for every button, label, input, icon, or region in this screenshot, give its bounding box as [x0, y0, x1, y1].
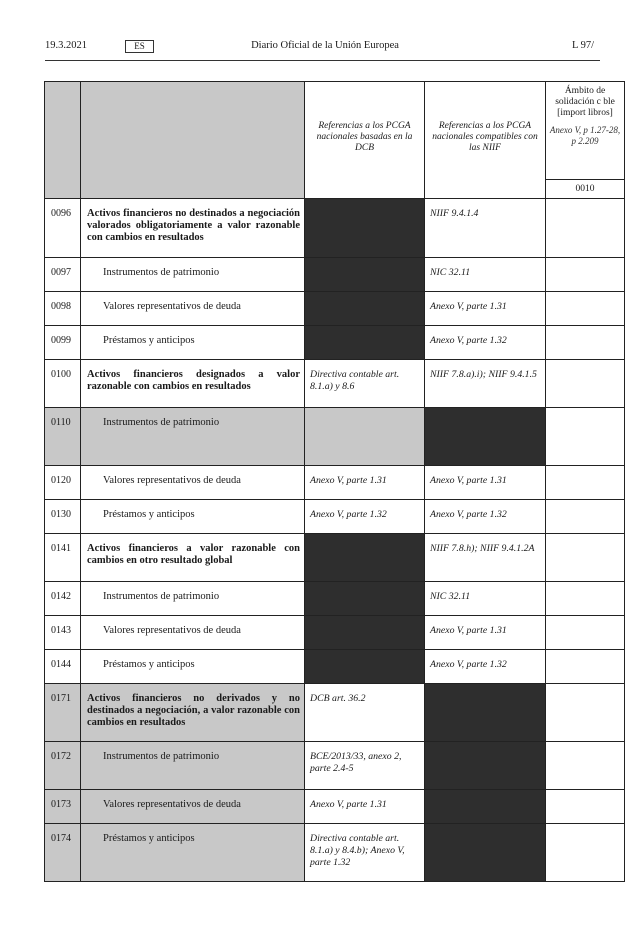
- row-code: 0097: [45, 258, 81, 292]
- header-blank: [45, 82, 81, 199]
- table-row: [45, 326, 625, 360]
- row-label: Préstamos y anticipos: [81, 824, 305, 882]
- page-header: [45, 40, 600, 54]
- header-ref-niif: Referencias a los PCGA nacionales compatibles con las NIIF: [425, 82, 546, 199]
- ref-dcb-cell: [305, 408, 425, 466]
- table-row: [45, 199, 625, 258]
- scope-value-cell: [546, 408, 625, 466]
- table-row: [45, 582, 625, 616]
- ref-dcb-cell: [305, 582, 425, 616]
- row-label: Préstamos y anticipos: [81, 650, 305, 684]
- table-row: [45, 790, 625, 824]
- scope-title: Ámbito de solidación c ble [import libros]: [555, 86, 615, 118]
- row-code: 0171: [45, 684, 81, 742]
- ref-niif-cell: [425, 824, 546, 882]
- scope-value-cell: [546, 292, 625, 326]
- row-label: Instrumentos de patrimonio: [81, 742, 305, 790]
- ref-niif-cell: [425, 790, 546, 824]
- row-label: Valores representativos de deuda: [81, 466, 305, 500]
- publication-date: 19.3.2021: [45, 40, 87, 51]
- ref-niif-cell: Anexo V, parte 1.32: [425, 500, 546, 534]
- table-row: [45, 408, 625, 466]
- row-label: Instrumentos de patrimonio: [81, 258, 305, 292]
- table-row: [45, 824, 625, 882]
- scope-value-cell: [546, 790, 625, 824]
- scope-value-cell: [546, 742, 625, 790]
- ref-niif-cell: NIIF 9.4.1.4: [425, 199, 546, 258]
- row-code: 0110: [45, 408, 81, 466]
- row-code: 0141: [45, 534, 81, 582]
- table-row: [45, 500, 625, 534]
- scope-value-cell: [546, 360, 625, 408]
- table-row: [45, 616, 625, 650]
- table-row: [45, 292, 625, 326]
- header-rule: [45, 60, 600, 61]
- row-label: Préstamos y anticipos: [81, 500, 305, 534]
- ref-niif-cell: [425, 684, 546, 742]
- scope-value-cell: [546, 199, 625, 258]
- ref-dcb-cell: [305, 199, 425, 258]
- scope-value-cell: [546, 258, 625, 292]
- scope-value-cell: [546, 466, 625, 500]
- ref-dcb-cell: [305, 292, 425, 326]
- ref-dcb-cell: Anexo V, parte 1.31: [305, 466, 425, 500]
- row-label: Préstamos y anticipos: [81, 326, 305, 360]
- scope-value-cell: [546, 582, 625, 616]
- ref-dcb-cell: Directiva contable art. 8.1.a) y 8.4.b); Anexo V, parte 1.32: [305, 824, 425, 882]
- ref-niif-cell: Anexo V, parte 1.31: [425, 616, 546, 650]
- scope-column-code: 0010: [546, 180, 625, 199]
- row-code: 0172: [45, 742, 81, 790]
- ref-niif-cell: NIC 32.11: [425, 258, 546, 292]
- row-code: 0099: [45, 326, 81, 360]
- ref-niif-cell: NIC 32.11: [425, 582, 546, 616]
- header-ref-dcb: Referencias a los PCGA nacionales basadas en la DCB: [305, 82, 425, 199]
- row-label: Activos financieros designados a valor razonable con cambios en resultados: [81, 360, 305, 408]
- page-number: L 97/: [572, 40, 595, 51]
- ref-niif-cell: Anexo V, parte 1.32: [425, 650, 546, 684]
- table-row: [45, 360, 625, 408]
- table-row: [45, 534, 625, 582]
- row-code: 0100: [45, 360, 81, 408]
- scope-value-cell: [546, 650, 625, 684]
- journal-title: Diario Oficial de la Unión Europea: [251, 40, 399, 51]
- row-label: Instrumentos de patrimonio: [81, 582, 305, 616]
- scope-value-cell: [546, 326, 625, 360]
- ref-dcb-cell: [305, 650, 425, 684]
- row-code: 0173: [45, 790, 81, 824]
- row-code: 0098: [45, 292, 81, 326]
- ref-niif-cell: Anexo V, parte 1.32: [425, 326, 546, 360]
- table-body: [45, 199, 625, 882]
- ref-niif-cell: NIIF 7.8.h); NIIF 9.4.1.2A: [425, 534, 546, 582]
- row-label: Valores representativos de deuda: [81, 292, 305, 326]
- row-label: Instrumentos de patrimonio: [81, 408, 305, 466]
- row-code: 0174: [45, 824, 81, 882]
- table-row: [45, 466, 625, 500]
- row-label: Valores representativos de deuda: [81, 616, 305, 650]
- row-code: 0130: [45, 500, 81, 534]
- scope-value-cell: [546, 684, 625, 742]
- header-scope: [546, 82, 625, 180]
- language-badge: ES: [125, 40, 154, 53]
- table-row: [45, 742, 625, 790]
- scope-value-cell: [546, 500, 625, 534]
- header-blank: [81, 82, 305, 199]
- ref-dcb-cell: [305, 534, 425, 582]
- row-label: Valores representativos de deuda: [81, 790, 305, 824]
- ref-dcb-cell: DCB art. 36.2: [305, 684, 425, 742]
- row-label: Activos financieros no destinados a negociación valorados obligatoriamente a valor razonable con cambios en resultados: [81, 199, 305, 258]
- ref-niif-cell: [425, 408, 546, 466]
- ref-dcb-cell: Anexo V, parte 1.31: [305, 790, 425, 824]
- table-row: [45, 684, 625, 742]
- ref-niif-cell: [425, 742, 546, 790]
- row-label: Activos financieros no derivados y no destinados a negociación, a valor razonable con cambios en resultados: [81, 684, 305, 742]
- row-code: 0142: [45, 582, 81, 616]
- table-row: [45, 650, 625, 684]
- row-code: 0143: [45, 616, 81, 650]
- ref-niif-cell: NIIF 7.8.a).i); NIIF 9.4.1.5: [425, 360, 546, 408]
- scope-value-cell: [546, 534, 625, 582]
- row-code: 0096: [45, 199, 81, 258]
- ref-dcb-cell: [305, 616, 425, 650]
- ref-dcb-cell: [305, 258, 425, 292]
- scope-value-cell: [546, 616, 625, 650]
- ref-dcb-cell: Anexo V, parte 1.32: [305, 500, 425, 534]
- row-code: 0120: [45, 466, 81, 500]
- scope-value-cell: [546, 824, 625, 882]
- table-row: [45, 258, 625, 292]
- row-code: 0144: [45, 650, 81, 684]
- financial-assets-table: [44, 81, 625, 882]
- ref-dcb-cell: Directiva contable art. 8.1.a) y 8.6: [305, 360, 425, 408]
- ref-dcb-cell: BCE/2013/33, anexo 2, parte 2.4-5: [305, 742, 425, 790]
- ref-niif-cell: Anexo V, parte 1.31: [425, 466, 546, 500]
- scope-reference: Anexo V, p 1.27-28, p 2.209: [549, 125, 621, 146]
- table-header-row: [45, 82, 625, 180]
- ref-niif-cell: Anexo V, parte 1.31: [425, 292, 546, 326]
- ref-dcb-cell: [305, 326, 425, 360]
- row-label: Activos financieros a valor razonable con cambios en otro resultado global: [81, 534, 305, 582]
